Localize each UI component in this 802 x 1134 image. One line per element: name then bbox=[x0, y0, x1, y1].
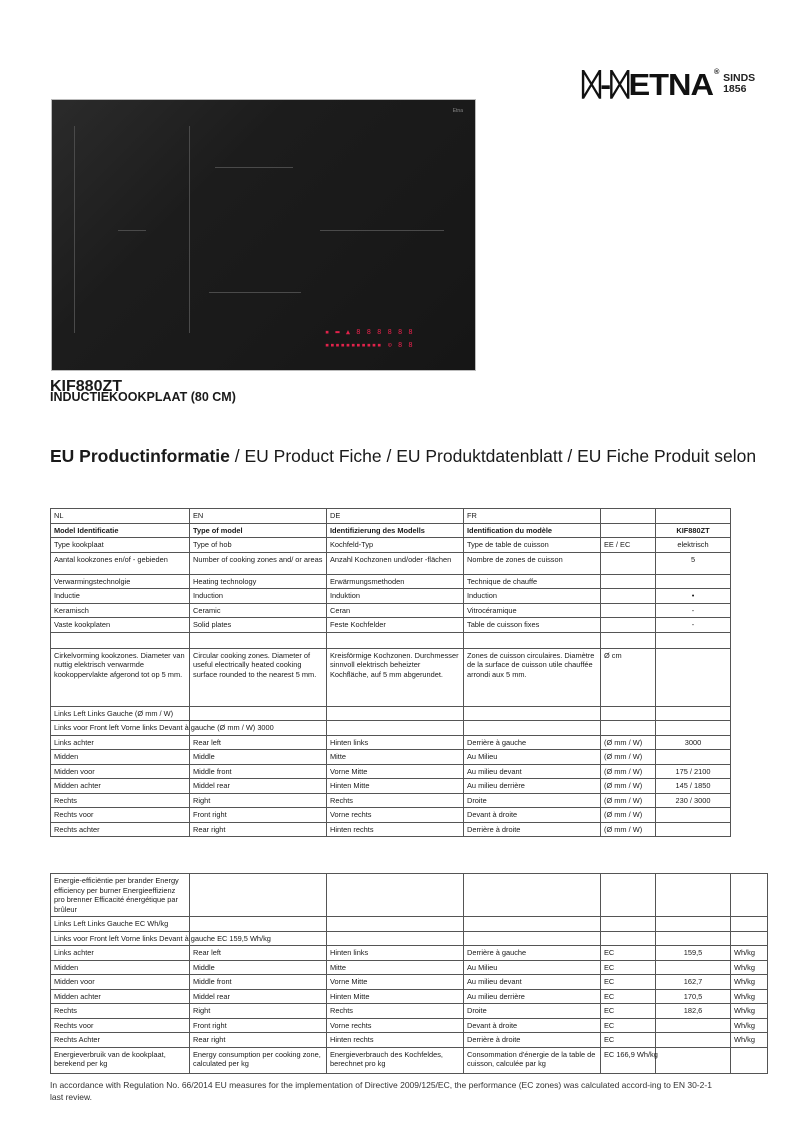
table-cell: Middle front bbox=[190, 975, 327, 990]
table-cell bbox=[656, 750, 731, 765]
table-cell: Links Left Links Gauche EC Wh/kg bbox=[51, 917, 190, 932]
table-cell bbox=[656, 874, 731, 917]
table-cell: Consommation d'énergie de la table de cuisson, calculée par kg bbox=[464, 1047, 601, 1073]
table-cell: EC bbox=[601, 1004, 656, 1019]
table-cell: Hinten Mitte bbox=[327, 779, 464, 794]
table-cell: Links voor Front left Vorne links Devant à gauche EC 159,5 Wh/kg bbox=[51, 931, 190, 946]
table-cell bbox=[731, 931, 768, 946]
table-cell: EC bbox=[601, 960, 656, 975]
table-row bbox=[51, 931, 768, 946]
model-code: KIF880ZT bbox=[50, 378, 123, 395]
table-cell: Derrière à droite bbox=[464, 822, 601, 837]
table-cell: Middle bbox=[190, 960, 327, 975]
table-cell bbox=[601, 874, 656, 917]
table-row bbox=[51, 538, 731, 553]
table-cell bbox=[656, 509, 731, 524]
table-cell: Rear left bbox=[190, 735, 327, 750]
table-cell: Vitrocéramique bbox=[464, 603, 601, 618]
table-cell: Type kookplaat bbox=[51, 538, 190, 553]
table-cell bbox=[190, 874, 327, 917]
table-cell: (Ø mm / W) bbox=[601, 735, 656, 750]
table-row bbox=[51, 574, 731, 589]
table-cell: Inductie bbox=[51, 589, 190, 604]
table-cell: 159,5 bbox=[656, 946, 731, 961]
table-cell: 3000 bbox=[656, 735, 731, 750]
table-cell: elektrisch bbox=[656, 538, 731, 553]
table-cell: Vorne rechts bbox=[327, 1018, 464, 1033]
logo-figures-icon: ᛞ-ᛞ bbox=[581, 66, 629, 102]
table-cell: Erwärmungsmethoden bbox=[327, 574, 464, 589]
table-cell bbox=[327, 706, 464, 721]
table-cell bbox=[601, 589, 656, 604]
table-row bbox=[51, 946, 768, 961]
table-cell: Wh/kg bbox=[731, 975, 768, 990]
product-image bbox=[51, 99, 476, 371]
table-cell: Devant à droite bbox=[464, 1018, 601, 1033]
table-cell: 175 / 2100 bbox=[656, 764, 731, 779]
table-cell bbox=[190, 632, 327, 648]
table-cell: Au milieu derrière bbox=[464, 779, 601, 794]
table-cell: Links voor Front left Vorne links Devant à gauche (Ø mm / W) 3000 bbox=[51, 721, 190, 736]
table-cell: Wh/kg bbox=[731, 1033, 768, 1048]
table-cell bbox=[327, 874, 464, 917]
table-cell: Wh/kg bbox=[731, 1004, 768, 1019]
table-cell: Nombre de zones de cuisson bbox=[464, 552, 601, 574]
table-cell: Hinten links bbox=[327, 946, 464, 961]
table-cell bbox=[656, 822, 731, 837]
table-cell: Technique de chauffe bbox=[464, 574, 601, 589]
table-cell: Au milieu derrière bbox=[464, 989, 601, 1004]
table-cell: - bbox=[656, 603, 731, 618]
table-cell: Solid plates bbox=[190, 618, 327, 633]
table-cell: Rechts bbox=[327, 1004, 464, 1019]
table-cell: EC 166,9 Wh/kg bbox=[601, 1047, 656, 1073]
table-row bbox=[51, 603, 731, 618]
table-cell: 5 bbox=[656, 552, 731, 574]
table-cell bbox=[731, 1047, 768, 1073]
table-cell bbox=[327, 632, 464, 648]
table-cell: Identification du modèle bbox=[464, 523, 601, 538]
etna-logo bbox=[581, 66, 756, 102]
table-cell: Induction bbox=[190, 589, 327, 604]
table-cell: Identifizierung des Modells bbox=[327, 523, 464, 538]
table-cell: Type de table de cuisson bbox=[464, 538, 601, 553]
table-cell bbox=[731, 917, 768, 932]
table-cell: NL bbox=[51, 509, 190, 524]
table-cell: Feste Kochfelder bbox=[327, 618, 464, 633]
table-cell: Induction bbox=[464, 589, 601, 604]
table-row bbox=[51, 779, 731, 794]
table-cell: Hinten rechts bbox=[327, 1033, 464, 1048]
table-cell bbox=[601, 552, 656, 574]
table-cell: Mitte bbox=[327, 960, 464, 975]
table-row bbox=[51, 735, 731, 750]
table-cell bbox=[601, 706, 656, 721]
table-cell bbox=[601, 931, 656, 946]
table-cell bbox=[656, 1047, 731, 1073]
table-row bbox=[51, 648, 731, 706]
table-cell: Right bbox=[190, 793, 327, 808]
logo-wordmark: ᛞ-ᛞETNA® bbox=[581, 66, 719, 102]
table-row bbox=[51, 552, 731, 574]
table-cell: Wh/kg bbox=[731, 1018, 768, 1033]
table-cell: Midden achter bbox=[51, 779, 190, 794]
product-type: INDUCTIEKOOKPLAAT (80 CM) bbox=[50, 390, 236, 404]
table-cell bbox=[601, 574, 656, 589]
table-cell: Devant à droite bbox=[464, 808, 601, 823]
table-cell: Right bbox=[190, 1004, 327, 1019]
table-row bbox=[51, 1018, 768, 1033]
table-row bbox=[51, 874, 768, 917]
table-cell bbox=[656, 931, 731, 946]
table-cell: Rechts bbox=[327, 793, 464, 808]
table-cell: Vorne rechts bbox=[327, 808, 464, 823]
table-cell: Aantal kookzones en/of - gebieden bbox=[51, 552, 190, 574]
table-row bbox=[51, 960, 768, 975]
table-cell bbox=[656, 721, 731, 736]
table-cell bbox=[656, 706, 731, 721]
fiche-title: EU Productinformatie / EU Product Fiche / EU Produktdatenblatt / EU Fiche Produit selon bbox=[50, 446, 757, 466]
table-cell: Model Identificatie bbox=[51, 523, 190, 538]
table-cell bbox=[327, 721, 464, 736]
zone-divider bbox=[320, 230, 444, 231]
table-cell bbox=[601, 523, 656, 538]
table-cell: Rear left bbox=[190, 946, 327, 961]
table-cell: Droite bbox=[464, 1004, 601, 1019]
table-cell bbox=[656, 574, 731, 589]
regulation-footnote: In accordance with Regulation No. 66/2014 EU measures for the implementation of Directive 2009/125/EC, the performance (EC zones) was calculated accord-ing to EN 30-2-1 last review. bbox=[50, 1080, 712, 1102]
table-row bbox=[51, 917, 768, 932]
zone-divider bbox=[215, 167, 293, 168]
table-cell: Kochfeld-Typ bbox=[327, 538, 464, 553]
table-cell: Midden achter bbox=[51, 989, 190, 1004]
table-cell bbox=[656, 648, 731, 706]
table-cell: Au milieu devant bbox=[464, 764, 601, 779]
zone-divider bbox=[74, 126, 75, 333]
table-cell: Links Left Links Gauche (Ø mm / W) bbox=[51, 706, 190, 721]
table-cell bbox=[601, 603, 656, 618]
table-cell: Vorne Mitte bbox=[327, 764, 464, 779]
table-cell: Midden bbox=[51, 960, 190, 975]
table-cell bbox=[601, 721, 656, 736]
table-cell: Vorne Mitte bbox=[327, 975, 464, 990]
table-cell bbox=[601, 917, 656, 932]
table-cell bbox=[327, 917, 464, 932]
table-cell: 170,5 bbox=[656, 989, 731, 1004]
table-row bbox=[51, 822, 731, 837]
table-row bbox=[51, 706, 731, 721]
table-row bbox=[51, 509, 731, 524]
table-cell bbox=[601, 509, 656, 524]
table-cell: Energieverbruik van de kookplaat, berekend per kg bbox=[51, 1047, 190, 1073]
table-cell: Number of cooking zones and/ or areas bbox=[190, 552, 327, 574]
table-cell bbox=[656, 960, 731, 975]
table-cell: EC bbox=[601, 946, 656, 961]
table-row bbox=[51, 618, 731, 633]
table-cell bbox=[464, 706, 601, 721]
table-cell: Heating technology bbox=[190, 574, 327, 589]
table-row bbox=[51, 1047, 768, 1073]
table-cell: Ceran bbox=[327, 603, 464, 618]
zone-divider bbox=[118, 230, 146, 231]
table-cell: EC bbox=[601, 1033, 656, 1048]
table-cell: Type of model bbox=[190, 523, 327, 538]
table-cell bbox=[464, 917, 601, 932]
table-row bbox=[51, 989, 768, 1004]
table-cell: 145 / 1850 bbox=[656, 779, 731, 794]
table-cell: Energy consumption per cooking zone, calculated per kg bbox=[190, 1047, 327, 1073]
table-row bbox=[51, 975, 768, 990]
table-cell: 182,6 bbox=[656, 1004, 731, 1019]
zone-divider bbox=[189, 126, 190, 333]
table-cell: (Ø mm / W) bbox=[601, 808, 656, 823]
table-cell bbox=[464, 931, 601, 946]
table-cell: Table de cuisson fixes bbox=[464, 618, 601, 633]
table-cell: Droite bbox=[464, 793, 601, 808]
table-cell: Au Milieu bbox=[464, 960, 601, 975]
table-row bbox=[51, 764, 731, 779]
table-cell: Middel rear bbox=[190, 779, 327, 794]
table-cell: Anzahl Kochzonen und/oder -flächen bbox=[327, 552, 464, 574]
table-cell: Wh/kg bbox=[731, 960, 768, 975]
table-cell bbox=[656, 917, 731, 932]
table-cell: Midden voor bbox=[51, 764, 190, 779]
table-cell: 162,7 bbox=[656, 975, 731, 990]
table-row bbox=[51, 721, 731, 736]
table-cell: DE bbox=[327, 509, 464, 524]
table-cell: Circular cooking zones. Diameter of useful electrically heated cooking surface rounded to the nearest 5 mm. bbox=[190, 648, 327, 706]
table-cell: (Ø mm / W) bbox=[601, 764, 656, 779]
table-row bbox=[51, 1033, 768, 1048]
table-cell: (Ø mm / W) bbox=[601, 750, 656, 765]
table-row bbox=[51, 589, 731, 604]
table-cell: Rechts voor bbox=[51, 1018, 190, 1033]
table-cell bbox=[190, 706, 327, 721]
table-cell bbox=[464, 874, 601, 917]
table-cell: Links achter bbox=[51, 735, 190, 750]
table-cell: Induktion bbox=[327, 589, 464, 604]
table-cell: Front right bbox=[190, 1018, 327, 1033]
table-cell: EC bbox=[601, 989, 656, 1004]
product-fiche-table bbox=[50, 508, 731, 837]
table-row bbox=[51, 523, 731, 538]
zone-divider bbox=[209, 292, 301, 293]
table-cell: Vaste kookplaten bbox=[51, 618, 190, 633]
table-row bbox=[51, 1004, 768, 1019]
table-cell bbox=[51, 632, 190, 648]
table-cell: Hinten Mitte bbox=[327, 989, 464, 1004]
table-cell: Rechts achter bbox=[51, 822, 190, 837]
table-cell: Middel rear bbox=[190, 989, 327, 1004]
table-cell: - bbox=[656, 618, 731, 633]
table-cell: Rechts bbox=[51, 1004, 190, 1019]
table-cell: Derrière à gauche bbox=[464, 735, 601, 750]
table-row bbox=[51, 793, 731, 808]
table-cell bbox=[601, 632, 656, 648]
table-cell: Midden bbox=[51, 750, 190, 765]
table-cell: Rechts Achter bbox=[51, 1033, 190, 1048]
table-cell: Wh/kg bbox=[731, 946, 768, 961]
table-cell: (Ø mm / W) bbox=[601, 793, 656, 808]
table-row bbox=[51, 808, 731, 823]
table-cell: (Ø mm / W) bbox=[601, 779, 656, 794]
table-cell: Type of hob bbox=[190, 538, 327, 553]
table-cell: Derrière à gauche bbox=[464, 946, 601, 961]
table-cell: Kreisförmige Kochzonen. Durchmesser sinnvoll elektrisch beheizter Kochfläche, auf 5 mm abgerundet. bbox=[327, 648, 464, 706]
table-cell: (Ø mm / W) bbox=[601, 822, 656, 837]
table-cell: Derrière à droite bbox=[464, 1033, 601, 1048]
table-cell bbox=[327, 931, 464, 946]
table-cell bbox=[656, 808, 731, 823]
table-cell: Front right bbox=[190, 808, 327, 823]
table-cell bbox=[656, 632, 731, 648]
energy-efficiency-table bbox=[50, 873, 768, 1074]
table-cell: Mitte bbox=[327, 750, 464, 765]
table-row bbox=[51, 632, 731, 648]
table-cell bbox=[464, 632, 601, 648]
table-cell: EE / EC bbox=[601, 538, 656, 553]
table-cell: Au Milieu bbox=[464, 750, 601, 765]
table-cell: Cirkelvorming kookzones. Diameter van nuttig elektrisch verwarmde kookoppervlakte afgerond tot op 5 mm. bbox=[51, 648, 190, 706]
table-cell: Ø cm bbox=[601, 648, 656, 706]
table-cell bbox=[190, 917, 327, 932]
table-cell bbox=[464, 721, 601, 736]
table-row bbox=[51, 750, 731, 765]
table-cell: Energieverbrauch des Kochfeldes, berechnet pro kg bbox=[327, 1047, 464, 1073]
table-cell: Rechts voor bbox=[51, 808, 190, 823]
table-cell: Rear right bbox=[190, 1033, 327, 1048]
table-cell: Hinten rechts bbox=[327, 822, 464, 837]
table-cell: Rechts bbox=[51, 793, 190, 808]
table-cell bbox=[731, 874, 768, 917]
table-cell: Ceramic bbox=[190, 603, 327, 618]
table-cell: Hinten links bbox=[327, 735, 464, 750]
table-cell: EC bbox=[601, 975, 656, 990]
table-cell: Wh/kg bbox=[731, 989, 768, 1004]
table-cell: Rear right bbox=[190, 822, 327, 837]
table-cell: Keramisch bbox=[51, 603, 190, 618]
table-cell: Middle front bbox=[190, 764, 327, 779]
table-cell: Energie-efficiëntie per brander Energy efficiency per burner Energieeffizienz pro brenner Efficacité énergétique par brûleur bbox=[51, 874, 190, 917]
table-cell bbox=[656, 1033, 731, 1048]
logo-tagline: SINDS 1856 bbox=[723, 72, 756, 95]
table-cell: Au milieu devant bbox=[464, 975, 601, 990]
table-cell: 230 / 3000 bbox=[656, 793, 731, 808]
table-cell: Verwarmingstechnolgie bbox=[51, 574, 190, 589]
table-cell bbox=[656, 1018, 731, 1033]
table-cell: Middle bbox=[190, 750, 327, 765]
table-cell: EN bbox=[190, 509, 327, 524]
table-cell bbox=[601, 618, 656, 633]
touch-controls[interactable]: ▪ ▬ ▲ 8 8 8 8 8 8 ▪▪▪▪▪▪▪▪▪▪▪ ⊙ 8 8 bbox=[325, 328, 414, 349]
table-cell: Zones de cuisson circulaires. Diamètre de la surface de cuisson utile chauffée arrondi aux 5 mm. bbox=[464, 648, 601, 706]
table-cell: Midden voor bbox=[51, 975, 190, 990]
hob-brand-mark: Etna bbox=[452, 108, 463, 114]
table-cell: FR bbox=[464, 509, 601, 524]
table-cell: KIF880ZT bbox=[656, 523, 731, 538]
table-cell: EC bbox=[601, 1018, 656, 1033]
table-cell: Links achter bbox=[51, 946, 190, 961]
table-cell: • bbox=[656, 589, 731, 604]
